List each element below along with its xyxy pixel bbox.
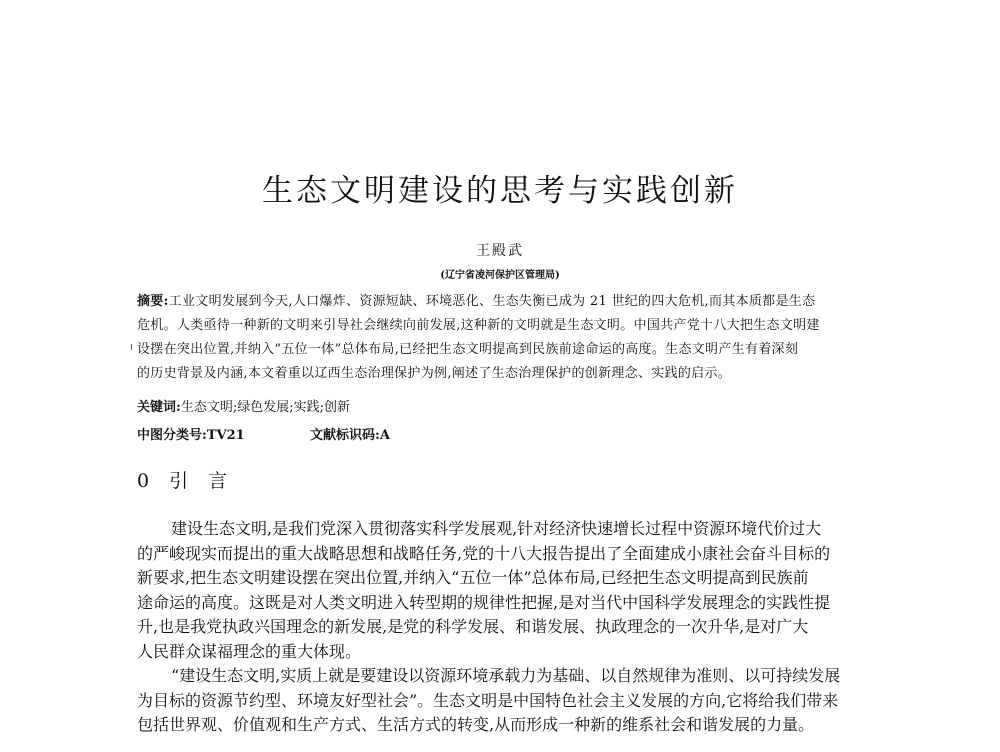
body-line: 为目标的资源节约型、环境友好型社会”。生态文明是中国特色社会主义发展的方向,它将给我们带来 bbox=[137, 690, 839, 710]
body-line: 包括世界观、价值观和生产方式、生活方式的转变,从而形成一种新的维系社会和谐发展的力量。 bbox=[137, 715, 815, 734]
doc-label: 文献标识码: bbox=[310, 428, 380, 443]
classification bbox=[137, 424, 390, 443]
abstract-line: 危机。人类亟待一种新的文明来引导社会继续向前发展,这种新的文明就是生态文明。中国共产党十八大把生态文明建 bbox=[137, 318, 820, 333]
abstract-text: 工业文明发展到今天,人口爆炸、资源短缺、环境恶化、生态失衡已成为 21 世纪的四大危机,而其本质都是生态 bbox=[168, 294, 816, 309]
margin-mark bbox=[131, 344, 132, 350]
document-code bbox=[310, 424, 390, 443]
clc-label: 中图分类号: bbox=[137, 428, 207, 443]
keywords-label: 关键词: bbox=[137, 400, 181, 415]
body-line: 升,也是我党执政兴国理念的新发展,是党的科学发展、和谐发展、执政理念的一次升华,是对广大 bbox=[137, 617, 809, 636]
body-line: 人民群众谋福理念的重大体现。 bbox=[137, 641, 362, 661]
doc-value: A bbox=[379, 428, 390, 443]
keywords bbox=[137, 396, 350, 415]
body-line: “建设生态文明,实质上就是要建设以资源环境承载力为基础、以自然规律为准则、以可持续发展 bbox=[171, 666, 841, 685]
body-line: 的严峻现实而提出的重大战略思想和战略任务,党的十八大报告提出了全面建成小康社会奋斗目标的 bbox=[137, 543, 831, 563]
clc-value: TV21 bbox=[206, 428, 245, 443]
abstract-line: 的历史背景及内涵,本文着重以辽西生态治理保护为例,阐述了生态治理保护的创新理念、实践的启示。 bbox=[137, 366, 732, 381]
author-name: 王殿武 bbox=[476, 243, 524, 259]
abstract-label: 摘要: bbox=[137, 294, 169, 309]
body-line: 新要求,把生态文明建设摆在突出位置,并纳入“五位一体”总体布局,已经把生态文明提高到民族前 bbox=[137, 568, 809, 587]
body-line: 途命运的高度。这既是对人类文明进入转型期的规律性把握,是对当代中国科学发展理念的实践性提 bbox=[137, 592, 831, 612]
body-line: 建设生态文明,是我们党深入贯彻落实科学发展观,针对经济快速增长过程中资源环境代价过大 bbox=[171, 519, 822, 538]
abstract-line: 设摆在突出位置,并纳入“五位一体”总体布局,已经把生态文明提高到民族前途命运的高度。生态文明产生有着深刻 bbox=[137, 342, 799, 357]
abstract-line bbox=[137, 290, 885, 314]
section-heading: 0 引 言 bbox=[137, 470, 235, 492]
section-body bbox=[137, 517, 889, 738]
abstract bbox=[137, 290, 885, 386]
author-affiliation: (辽宁省凌河保护区管理局) bbox=[440, 270, 560, 281]
keywords-value: 生态文明;绿色发展;实践;创新 bbox=[180, 400, 350, 415]
paper-title: 生态文明建设的思考与实践创新 bbox=[262, 173, 738, 209]
